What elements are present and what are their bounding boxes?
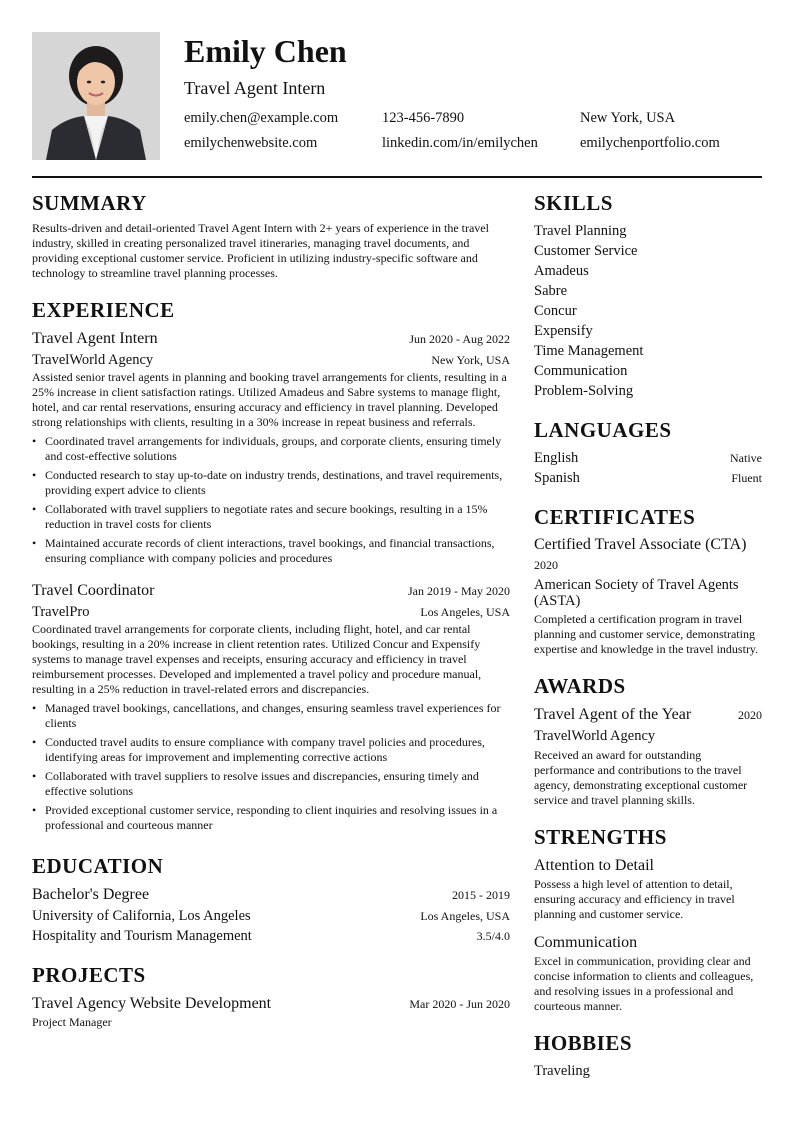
side-column [534, 190, 762, 1081]
certificate-name: Certified Travel Associate (CTA) [534, 536, 747, 553]
skill-item: Travel Planning [534, 223, 627, 239]
skill-item: Problem-Solving [534, 383, 634, 399]
section-heading: AWARDS [534, 674, 626, 698]
education-major: Hospitality and Tourism Management [32, 928, 252, 944]
summary-text: Results-driven and detail-oriented Travel Agent Intern with 2+ years of experience in the travel industry, skilled in creating personalized travel itineraries, managing travel documents, and providing exceptional customer service. Proficient in utilizing industry-specific software and technology to streamline travel planning processes. [32, 221, 489, 280]
list-item: • Conducted travel audits to ensure compliance with company travel policies and procedures, identifying areas for improvement and implementing corrective actions [32, 735, 510, 765]
list-item: • Coordinated travel arrangements for individuals, groups, and corporate clients, ensuring timely and cost-effective solutions [32, 434, 510, 464]
strength-title: Attention to Detail [534, 857, 654, 874]
certificate-description: Completed a certification program in travel planning and customer service, demonstrating expertise and knowledge in the travel industry. [534, 612, 759, 656]
main-column [32, 190, 510, 1030]
skill-item: Amadeus [534, 263, 589, 279]
job-description: Assisted senior travel agents in planning and booking travel arrangements for clients, resulting in a 25% increase in client satisfaction ratings. Utilized Amadeus and Sabre systems to manage flight, hotel, and car rental reservations, ensuring accuracy and efficiency in travel planning. Developed strong relationships with clients, resulting in a 30% increase in repeat business and referrals. [32, 370, 507, 429]
strength-description: Excel in communication, providing clear and concise information to clients and colleagues, and resolving issues in a professional and courteous manner. [534, 954, 754, 1013]
list-item: • Managed travel bookings, cancellations, and changes, ensuring seamless travel experiences for clients [32, 701, 510, 731]
education-location: Los Angeles, USA [420, 909, 510, 923]
job-bullets [32, 701, 510, 833]
skill-item: Time Management [534, 343, 644, 359]
contact-location: New York, USA [580, 110, 676, 126]
certificates-section [534, 504, 762, 657]
certificate-name: American Society of Travel Agents (ASTA) [534, 577, 739, 609]
language-item [534, 448, 762, 468]
strengths-section [534, 824, 762, 1014]
language-level: Native [730, 451, 762, 465]
skill-item: Customer Service [534, 243, 638, 259]
education-section [32, 853, 510, 946]
award-title: Travel Agent of the Year [534, 706, 692, 723]
job-dates: Jan 2019 - May 2020 [408, 584, 510, 598]
skill-item: Concur [534, 303, 577, 319]
contact-info [184, 108, 764, 153]
profile-photo [32, 32, 160, 160]
award-year: 2020 [738, 708, 762, 722]
languages-section [534, 417, 762, 488]
list-item: • Conducted research to stay up-to-date on industry trends, destinations, and travel requirements, providing expert advice to clients [32, 468, 510, 498]
candidate-name: Emily Chen [184, 33, 347, 69]
list-item: • Collaborated with travel suppliers to negotiate rates and secure bookings, resulting in a 15% reduction in travel costs for clients [32, 502, 510, 532]
job-location: Los Angeles, USA [420, 605, 510, 619]
skills-section [534, 190, 762, 401]
section-heading: LANGUAGES [534, 418, 672, 442]
language-name: Spanish [534, 470, 580, 486]
education-dates: 2015 - 2019 [452, 888, 510, 902]
strength-description: Possess a high level of attention to detail, ensuring accuracy and efficiency in travel planning and customer service. [534, 877, 735, 921]
skill-item: Expensify [534, 323, 593, 339]
section-heading: PROJECTS [32, 963, 146, 987]
award-org: TravelWorld Agency [534, 728, 656, 744]
section-heading: SKILLS [534, 191, 613, 215]
education-degree: Bachelor's Degree [32, 886, 150, 903]
job-bullets [32, 434, 510, 566]
candidate-title: Travel Agent Intern [184, 78, 326, 98]
job-company: TravelPro [32, 604, 90, 620]
awards-section [534, 673, 762, 808]
education-school: University of California, Los Angeles [32, 908, 251, 924]
hobby-item: Traveling [534, 1063, 590, 1079]
contact-portfolio[interactable]: emilychenportfolio.com [580, 135, 720, 151]
language-item [534, 468, 762, 488]
profile-photo-illustration [32, 32, 160, 160]
section-heading: STRENGTHS [534, 825, 667, 849]
experience-item [32, 580, 510, 833]
skill-item: Sabre [534, 283, 568, 299]
job-dates: Jun 2020 - Aug 2022 [409, 332, 510, 346]
section-heading: SUMMARY [32, 191, 147, 215]
job-location: New York, USA [431, 353, 510, 367]
section-heading: HOBBIES [534, 1031, 633, 1055]
section-heading: CERTIFICATES [534, 505, 696, 529]
contact-phone[interactable]: 123-456-7890 [382, 110, 465, 126]
project-dates: Mar 2020 - Jun 2020 [409, 997, 510, 1011]
language-name: English [534, 450, 579, 466]
header-divider [32, 176, 762, 178]
contact-website[interactable]: emilychenwebsite.com [184, 135, 318, 151]
hobbies-section [534, 1030, 762, 1081]
contact-linkedin[interactable]: linkedin.com/in/emilychen [382, 135, 538, 151]
contact-email[interactable]: emily.chen@example.com [184, 110, 339, 126]
certificate-year: 2020 [534, 558, 558, 572]
summary-section [32, 190, 510, 281]
resume-header [32, 32, 762, 160]
job-description: Coordinated travel arrangements for corporate clients, including flight, hotel, and car rental bookings, resulting in a 20% increase in client retention rates. Utilized Concur and Expensify systems to manage travel expenses and receipts, ensuring accuracy and efficiency in travel reimbursement processes. Developed and implemented a travel policy and procedure manual, resulting in a 25% reduction in travel-related errors and discrepancies. [32, 622, 482, 696]
job-role: Travel Agent Intern [32, 330, 158, 347]
project-name: Travel Agency Website Development [32, 995, 272, 1012]
experience-section [32, 297, 510, 833]
projects-section [32, 962, 510, 1030]
section-heading: EDUCATION [32, 854, 164, 878]
list-item: • Collaborated with travel suppliers to resolve issues and discrepancies, ensuring timely and effective solutions [32, 769, 510, 799]
skill-item: Communication [534, 363, 628, 379]
education-gpa: 3.5/4.0 [476, 929, 510, 943]
award-description: Received an award for outstanding performance and contributions to the travel agency, demonstrating exceptional customer service and travel planning skills. [534, 748, 748, 807]
section-heading: EXPERIENCE [32, 298, 175, 322]
project-role: Project Manager [32, 1015, 112, 1029]
list-item: • Maintained accurate records of client interactions, travel bookings, and financial transactions, ensuring compliance with company policies and procedures [32, 536, 510, 566]
job-company: TravelWorld Agency [32, 352, 154, 368]
strength-title: Communication [534, 934, 638, 951]
experience-item [32, 328, 510, 566]
language-level: Fluent [731, 471, 762, 485]
list-item: • Provided exceptional customer service, responding to client inquiries and resolving issues in a professional and courteous manner [32, 803, 510, 833]
job-role: Travel Coordinator [32, 582, 155, 599]
